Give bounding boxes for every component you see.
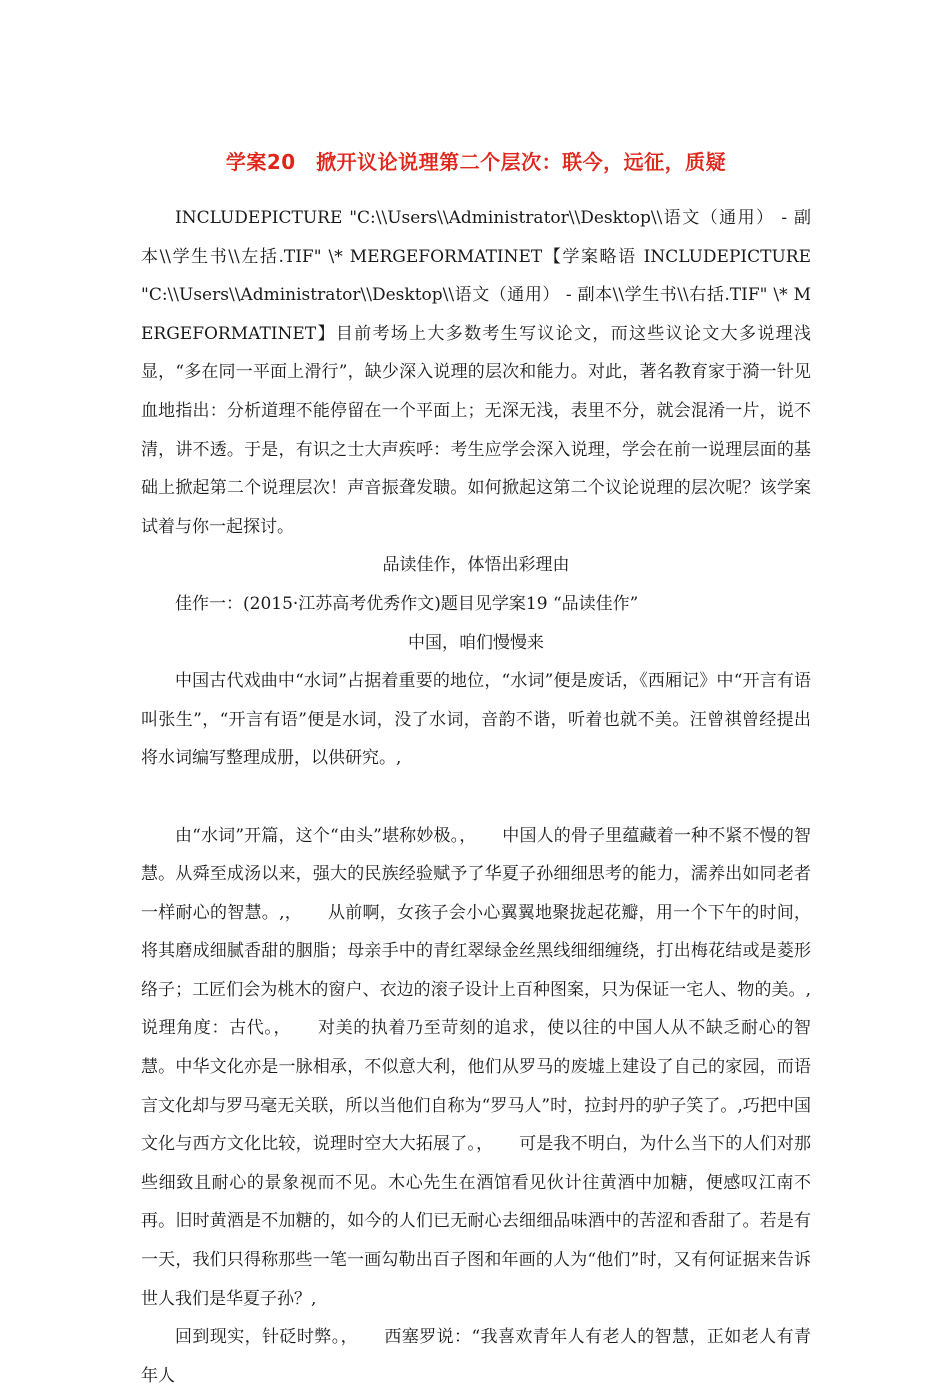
essay-title: 中国，咱们慢慢来: [408, 632, 544, 653]
intro-paragraph: INCLUDEPICTURE "C:\\Users\\Administrator\\Desktop\\语文（通用） - 副本\\学生书\\左括.TIF" \* MERGEFORMATINET【学案略语 INCLUDEPICTURE "C:\\Users\\Administrator\\Desktop\\语文（通用） - 副本\\学生书\\右括.TIF" \* MERGEFORMATINET】目前考场上大多数考生写议论文，而这些议论文大多说理浅显，“多在同一平面上滑行”，缺少深入说理的层次和能力。对此，著名教育家于漪一针见血地指出：分析道理不能停留在一个平面上；无深无浅，表里不分，就会混淆一片，说不清，讲不透。于是，有识之士大声疾呼：考生应学会深入说理，学会在前一说理层面的基础上掀起第二个说理层次！声音振聋发聩。如何掀起这第二个议论说理的层次呢？该学案试着与你一起探讨。: [141, 208, 811, 537]
essay-paragraph-2: 由“水词”开篇，这个“由头”堪称妙极。， 中国人的骨子里蕴藏着一种不紧不慢的智慧。从舜至成汤以来，强大的民族经验赋予了华夏子孙细细思考的能力，濡养出如同老者一样耐心的智慧。,， 从前啊，女孩子会小心翼翼地聚拢起花瓣，用一个下午的时间，将其磨成细腻香甜的胭脂；母亲手中的青红翠绿金丝黑线细细缠绕，打出梅花结或是菱形络子；工匠们会为桃木的窗户、衣边的滚子设计上百种图案，只为保证一宅人、物的美。,说理角度：古代。， 对美的执着乃至苛刻的追求，使以往的中国人从不缺乏耐心的智慧。中华文化亦是一脉相承，不似意大利，他们从罗马的废墟上建设了自己的家园，而语言文化却与罗马毫无关联，所以当他们自称为“罗马人”时，拉封丹的驴子笑了。,巧把中国文化与西方文化比较，说理时空大大拓展了。， 可是我不明白，为什么当下的人们对那些细致且耐心的景象视而不见。木心先生在酒馆看见伙计往黄酒中加糖，便感叹江南不再。旧时黄酒是不加糖的，如今的人们已无耐心去细细品味酒中的苦涩和香甜了。若是有一天，我们只得称那些一笔一画勾勒出百子图和年画的人为“他们”时，又有何证据来告诉世人我们是华夏子孙？,: [141, 825, 811, 1309]
example-label: 佳作一：(2015·江苏高考优秀作文)题目见学案19 “品读佳作”: [175, 593, 639, 614]
section-heading: 品读佳作，体悟出彩理由: [382, 555, 570, 576]
essay-paragraph-3: 回到现实，针砭时弊。， 西塞罗说：“我喜欢青年人有老人的智慧，正如老人有青年人: [141, 1327, 811, 1386]
essay-paragraph-1: 中国古代戏曲中“水词”占据着重要的地位，“水词”便是废话，《西厢记》中“开言有语叫张生”，“开言有语”便是水词，没了水词，音韵不谐，听着也就不美。汪曾祺曾经提出将水词编写整理成册，以供研究。,: [141, 671, 811, 769]
document-title: 学案20 掀开议论说理第二个层次：联今，远征，质疑: [225, 150, 727, 174]
paragraph-spacer: [141, 778, 811, 817]
document-page: [141, 140, 811, 1395]
